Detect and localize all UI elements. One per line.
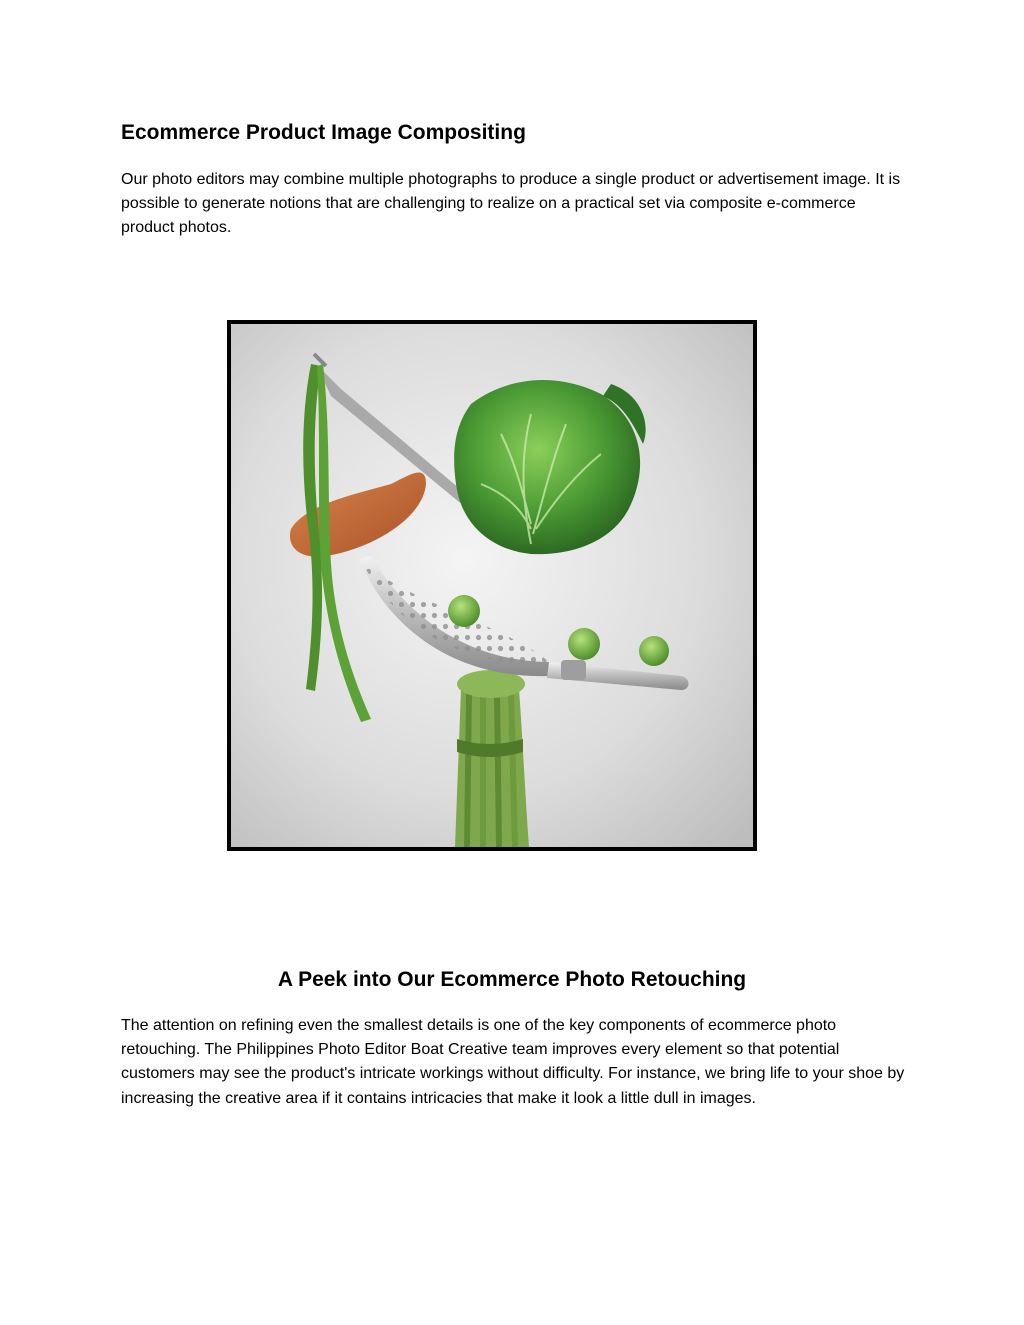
composite-vegetable-photo (227, 320, 757, 851)
brussels-sprout (448, 595, 480, 627)
brussels-sprout (639, 636, 669, 666)
asparagus-bundle (455, 670, 529, 847)
section-body-retouching: The attention on refining even the smallest details is one of the key components of ecommerce photo retouching. The Philippines Photo Editor Boat Creative team improves every element so that potential customers may see the product's intricate workings without difficulty. For instance, we bring life to your shoe by increasing the creative area if it contains intricacies that make it look a little dull in images. (121, 1017, 905, 1107)
vegetable-composite-illustration (231, 324, 753, 847)
section-heading-retouching: A Peek into Our Ecommerce Photo Retouching (277, 968, 747, 991)
section-heading-compositing: Ecommerce Product Image Compositing (121, 121, 526, 144)
brussels-sprout (568, 628, 600, 660)
section-body-compositing: Our photo editors may combine multiple photographs to produce a single product or advertisement image. It is possible to generate notions that are challenging to realize on a practical set via composite e-commerce product photos. (121, 171, 901, 236)
